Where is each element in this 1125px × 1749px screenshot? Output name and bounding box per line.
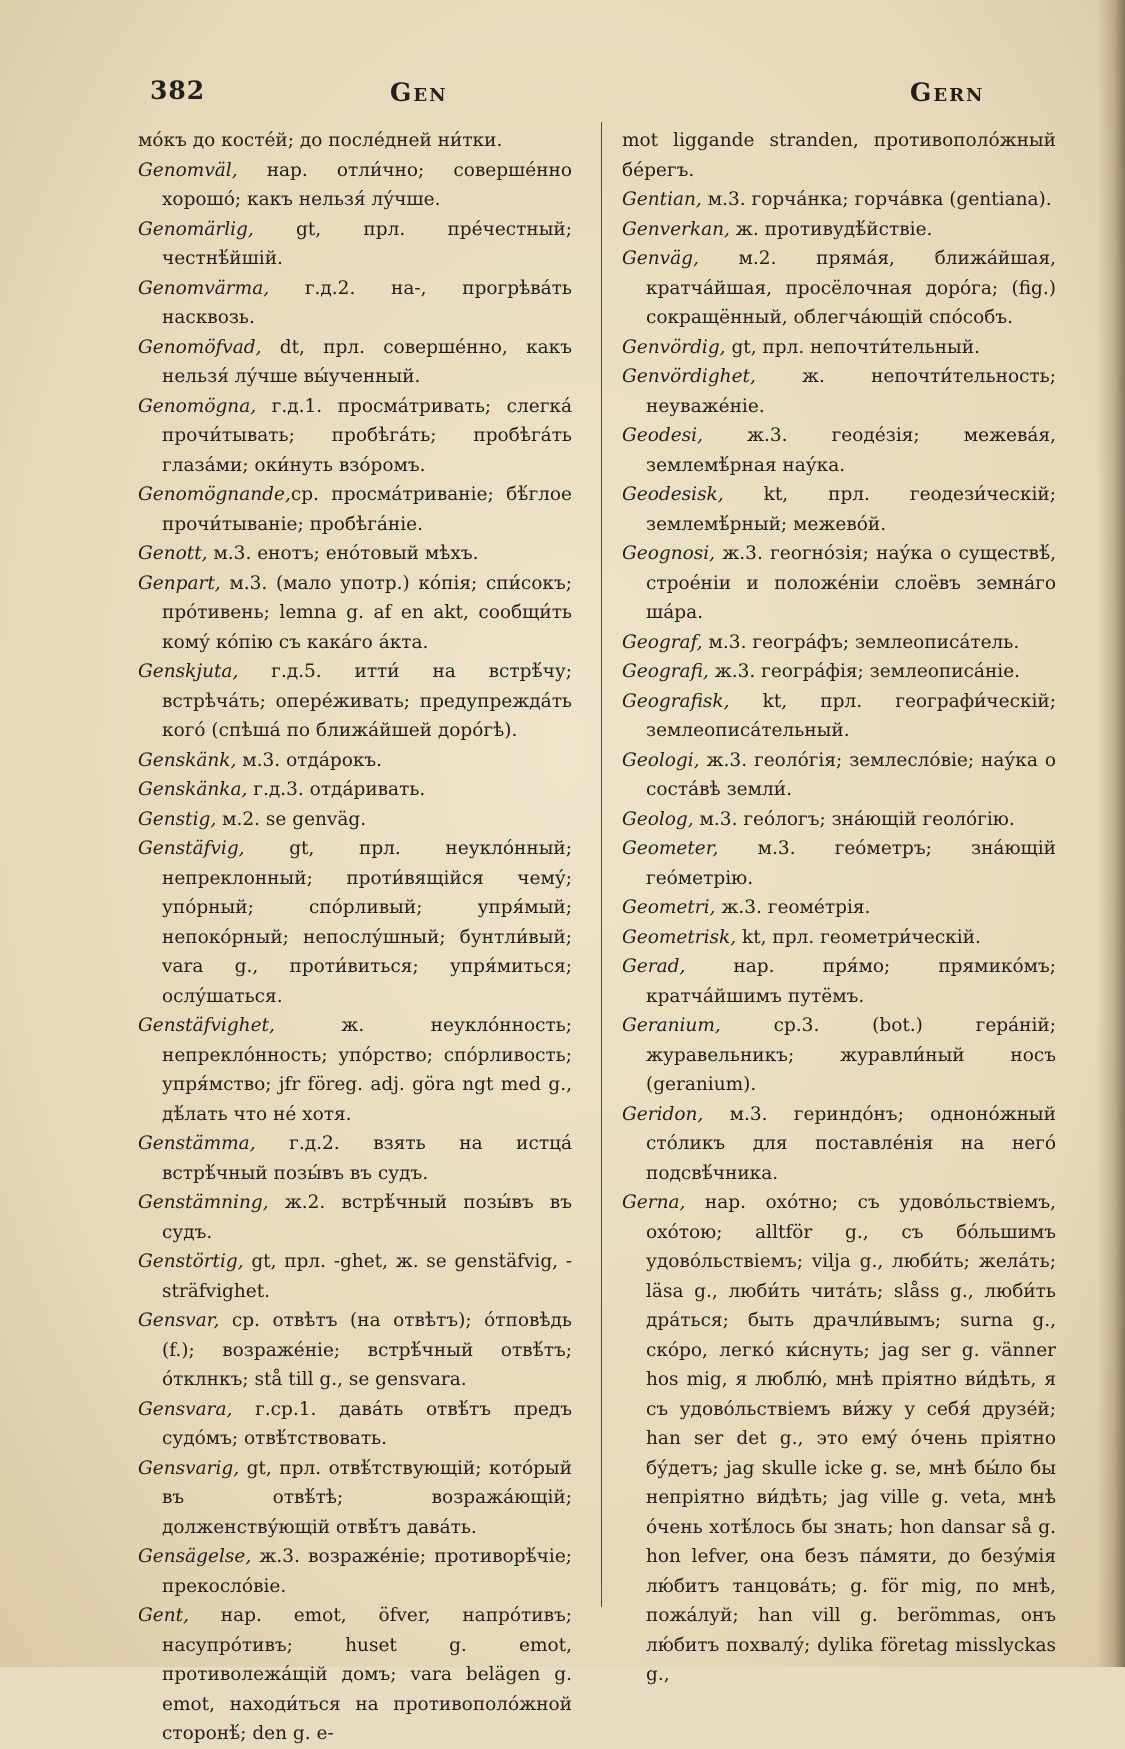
dictionary-entry — [622, 1100, 1056, 1189]
page-edge-shadow — [1097, 0, 1125, 1667]
entry-headword: Geolog, — [622, 808, 694, 830]
dictionary-entry — [138, 1188, 572, 1247]
dictionary-entry — [138, 1306, 572, 1395]
entry-definition: мо́къ до косте́й; до после́дней ни́тки. — [138, 130, 503, 151]
dictionary-entry — [622, 805, 1056, 835]
entry-headword: Genomväl, — [138, 159, 238, 181]
entry-headword: Gerad, — [622, 956, 686, 977]
entry-headword: Genstörtig, — [138, 1251, 244, 1272]
dictionary-entry — [138, 156, 572, 215]
entry-definition: м.2. пряма́я, ближа́йшая, кратча́йшая, просёлочная доро́га; (fig.) сокращённый, облегча́ющій спо́собъ. — [646, 248, 1056, 328]
dictionary-entry — [622, 1011, 1056, 1100]
entry-definition: г.д.2. взять на истца́ встрѣ́чный позы́въ въ судъ. — [162, 1133, 572, 1184]
entry-definition: г.д.2. на-, прогрѣва́ть насквозь. — [162, 277, 572, 328]
entry-headword: Geometer, — [622, 838, 719, 859]
entry-definition: ж. неукло́нность; непрекло́нность; упо́рство; спо́рливость; упря́мство; jfr föreg. adj. göra ngt med g., дѣ́лать что не́ хотя. — [162, 1015, 572, 1125]
column-divider — [601, 122, 602, 1607]
entry-headword: Geografisk, — [622, 690, 730, 712]
entry-headword: Gensägelse, — [138, 1546, 252, 1567]
entry-headword: Genpart, — [138, 572, 221, 594]
entry-definition: нар. пря́мо; прямико́мъ; кратча́йшимъ путёмъ. — [646, 956, 1056, 1007]
dictionary-entry — [138, 1395, 572, 1454]
entry-headword: Genskänk, — [138, 749, 237, 771]
entry-headword: Genott, — [138, 543, 208, 564]
entry-headword: Genstäfvig, — [138, 838, 245, 859]
entry-definition: м.3. гео́логъ; зна́ющій геоло́гію. — [693, 808, 1015, 830]
entry-definition: ж. непочти́тельность; неуваже́ніе. — [646, 366, 1056, 417]
dictionary-entry — [622, 362, 1056, 421]
dictionary-entry — [138, 1247, 572, 1306]
right-column — [622, 126, 1056, 1690]
entry-definition: ж.3. геогно́зія; нау́ка о существѣ́, строе́ніи и положе́ніи слоёвъ земна́го ша́ра. — [646, 543, 1056, 623]
entry-definition: г.д.3. отда́ривать. — [247, 779, 426, 800]
entry-headword: Genskänka, — [138, 779, 248, 800]
entry-definition: м.3. гериндо́нъ; одноно́жный сто́ликъ для поставле́нія на него́ подсвѣ́чника. — [646, 1103, 1056, 1184]
entry-headword: Geodesisk, — [622, 484, 724, 505]
entry-headword: Geograf, — [622, 631, 703, 653]
guideword-right: Gern — [910, 78, 985, 107]
entry-definition: ср.3. (bot.) гера́ній; журавельникъ; журавли́ный носъ (geranium). — [646, 1015, 1056, 1095]
entry-headword: Genstämma, — [138, 1133, 256, 1154]
entry-headword: Genvördighet, — [622, 366, 756, 387]
entry-definition: ж.3. возраже́ніе; противорѣ́чіе; прекосло́віе. — [162, 1546, 572, 1597]
entry-headword: Genomögna, — [138, 395, 257, 417]
dictionary-entry — [622, 539, 1056, 628]
dictionary-entry — [622, 244, 1056, 333]
dictionary-entry — [138, 775, 572, 805]
dictionary-entry — [138, 1129, 572, 1188]
entry-headword: Gerna, — [622, 1192, 686, 1213]
dictionary-entry — [138, 333, 572, 392]
dictionary-entry — [622, 952, 1056, 1011]
entry-definition: gt, прл. пре́честный; честнѣ́йшій. — [162, 218, 572, 269]
entry-definition: kt, прл. географи́ческій; землеописа́тельный. — [646, 690, 1056, 741]
entry-headword: Genomärlig, — [138, 218, 254, 240]
entry-definition: ж.3. геоло́гія; землесло́віе; нау́ка о соста́вѣ земли́. — [646, 749, 1056, 800]
entry-headword: Geografi, — [622, 661, 709, 682]
dictionary-entry — [138, 569, 572, 658]
entry-definition: м.2. se genväg. — [216, 808, 367, 830]
entry-headword: Gentian, — [622, 189, 702, 210]
entry-definition: ж. противудѣ́йствіе. — [729, 218, 933, 240]
entry-headword: Genväg, — [622, 248, 699, 269]
dictionary-entry — [138, 1011, 572, 1129]
entry-definition: gt, прл. непочти́тельный. — [725, 336, 980, 358]
entry-definition: г.ср.1. дава́ть отвѣ́тъ предъ судо́мъ; отвѣ́тствовать. — [162, 1398, 572, 1449]
dictionary-entry — [138, 805, 572, 835]
entry-headword: Genskjuta, — [138, 661, 239, 682]
dictionary-entry — [622, 421, 1056, 480]
dictionary-entry — [138, 126, 572, 156]
dictionary-entry — [622, 126, 1056, 185]
dictionary-entry — [138, 215, 572, 274]
entry-definition: ж.3. геоме́трія. — [715, 897, 871, 918]
dictionary-entry — [622, 333, 1056, 363]
dictionary-entry — [138, 746, 572, 776]
dictionary-entry — [138, 1542, 572, 1601]
dictionary-entry — [138, 392, 572, 481]
entry-headword: Gensvara, — [138, 1398, 233, 1420]
dictionary-entry — [622, 628, 1056, 658]
dictionary-entry — [622, 480, 1056, 539]
entry-headword: Genomvärma, — [138, 277, 270, 299]
page-number: 382 — [150, 76, 206, 105]
dictionary-entry — [622, 657, 1056, 687]
dictionary-entry — [138, 480, 572, 539]
entry-headword: Geridon, — [622, 1103, 704, 1125]
entry-headword: Geometrisk, — [622, 926, 737, 948]
dictionary-entry — [622, 1188, 1056, 1690]
entry-definition: м.3. отда́рокъ. — [236, 749, 383, 771]
entry-headword: Genstäfvighet, — [138, 1015, 275, 1036]
entry-definition: ж.2. встрѣ́чный позы́въ въ судъ. — [162, 1192, 572, 1243]
dictionary-entry — [622, 923, 1056, 953]
entry-definition: г.д.5. итти́ на встрѣ́чу; встрѣча́ть; опере́живать; предупрежда́ть кого́ (спѣша́ по ближа́йшей доро́гѣ). — [162, 661, 572, 741]
dictionary-entry — [622, 834, 1056, 893]
entry-definition: mot liggande stranden, противополо́жный бе́регъ. — [622, 130, 1056, 181]
entry-headword: Genomöfvad, — [138, 336, 262, 358]
entry-definition: м.3. геогра́фъ; землеописа́тель. — [702, 631, 1020, 653]
entry-headword: Geognosi, — [622, 543, 716, 564]
entry-definition: ж.3. геогра́фія; землеописа́ніе. — [708, 661, 1021, 682]
dictionary-entry — [622, 893, 1056, 923]
entry-definition: gt, прл. отвѣ́тствующій; кото́рый въ отвѣ́тѣ; возража́ющій; долженству́ющій отвѣ́тъ дава́ть. — [162, 1457, 572, 1538]
dictionary-entry — [622, 746, 1056, 805]
entry-definition: ж.3. геоде́зія; межева́я, землемѣ́рная нау́ка. — [646, 425, 1056, 476]
dictionary-entry — [138, 834, 572, 1011]
entry-headword: Geranium, — [622, 1015, 721, 1036]
dictionary-entry — [622, 185, 1056, 215]
dictionary-entry — [622, 687, 1056, 746]
entry-headword: Genomögnande, — [138, 484, 291, 505]
entry-definition: gt, прл. -ghet, ж. se genstäfvig, -sträfvighet. — [162, 1251, 572, 1302]
page-header — [150, 70, 1030, 110]
left-column — [138, 126, 572, 1749]
entry-definition: нар. emot, öfver, напро́тивъ; насупро́тивъ; huset g. emot, противолежа́щій домъ; vara belägen g. emot, находи́ться на противополо́жной сторонѣ́; den g. e- — [162, 1605, 572, 1744]
entry-definition: г.д.1. просма́тривать; слегка́ прочи́тывать; пробѣга́ть; пробѣга́ть глаза́ми; оки́нуть взо́ромъ. — [162, 395, 572, 476]
entry-headword: Gensvarig, — [138, 1457, 240, 1479]
entry-headword: Genstig, — [138, 808, 217, 830]
dictionary-entry — [622, 215, 1056, 245]
entry-definition: м.3. гео́метръ; зна́ющій гео́метрію. — [646, 838, 1056, 889]
entry-definition: м.3. (мало употр.) ко́пія; спи́сокъ; про́тивень; lemna g. af en akt, сообщи́ть кому́ ко́пію съ кака́го а́кта. — [162, 572, 572, 653]
entry-definition: м.3. енотъ; ено́товый мѣхъ. — [207, 543, 479, 564]
entry-definition: gt, прл. неукло́нный; непреклонный; проти́вящійся чему́; упо́рный; спо́рливый; упря́мый; непоко́рный; непослу́шный; бунтли́вый; vara g., проти́виться; упря́миться; ослу́шаться. — [162, 838, 572, 1007]
dictionary-entry — [138, 539, 572, 569]
entry-headword: Gent, — [138, 1605, 189, 1626]
entry-definition: dt, прл. соверше́нно, какъ нельзя́ лу́чше вы́ученный. — [162, 336, 572, 387]
dictionary-entry — [138, 274, 572, 333]
entry-headword: Genstämning, — [138, 1192, 269, 1213]
entry-definition: нар. отли́чно; соверше́нно хорошо́; какъ нельзя́ лу́чше. — [162, 159, 572, 210]
entry-headword: Gensvar, — [138, 1310, 220, 1331]
dictionary-entry — [138, 657, 572, 746]
entry-definition: ср. отвѣтъ (на отвѣтъ); о́тповѣдь (f.); возраже́ніе; встрѣ́чный отвѣ́тъ; о́тклнкъ; stå till g., se gensvara. — [162, 1310, 572, 1390]
entry-definition: нар. охо́тно; съ удово́льствіемъ, охо́тою; alltför g., съ бо́льшимъ удово́льствіемъ; vilja g., люби́ть; жела́ть; läsa g., люби́ть чита́ть; slåss g., люби́ть дра́ться; быть драчли́вымъ; surna g., ско́ро, легко́ ки́снуть; jag ser g. vänner hos mig, я люблю́, мнѣ пріятно ви́дѣть, я съ удово́льствіемъ ви́жу у себя́ друзе́й; han ser det g., это ему́ о́чень пріятно бу́детъ; jag skulle icke g. se, мнѣ бы́ло бы непріятно ви́дѣть; jag ville g. veta, мнѣ о́чень хотѣ́лось бы знать; hon dansar så g. hon lefver, она безъ па́мяти, до безу́мія лю́битъ танцова́ть; g. för mig, по мнѣ, пожа́луй; han vill g. berömmas, онъ лю́битъ похвалу́; dylika företag misslyckas g., — [646, 1192, 1056, 1685]
entry-headword: Geodesi, — [622, 425, 703, 446]
dictionary-entry — [138, 1454, 572, 1543]
entry-definition: kt, прл. геодези́ческій; землемѣ́рный; межево́й. — [646, 484, 1056, 535]
entry-definition: ср. просма́триваніе; бѣ́глое прочи́тываніе; пробѣга́ніе. — [162, 484, 572, 535]
guideword-left: Gen — [390, 78, 448, 107]
entry-headword: Geologi, — [622, 749, 700, 771]
entry-headword: Genvördig, — [622, 336, 726, 358]
entry-headword: Genverkan, — [622, 218, 730, 240]
entry-headword: Geometri, — [622, 897, 716, 918]
entry-definition: м.3. горча́нка; горча́вка (gentiana). — [701, 189, 1052, 210]
entry-definition: kt, прл. геометри́ческій. — [736, 926, 981, 948]
dictionary-entry — [138, 1601, 572, 1749]
